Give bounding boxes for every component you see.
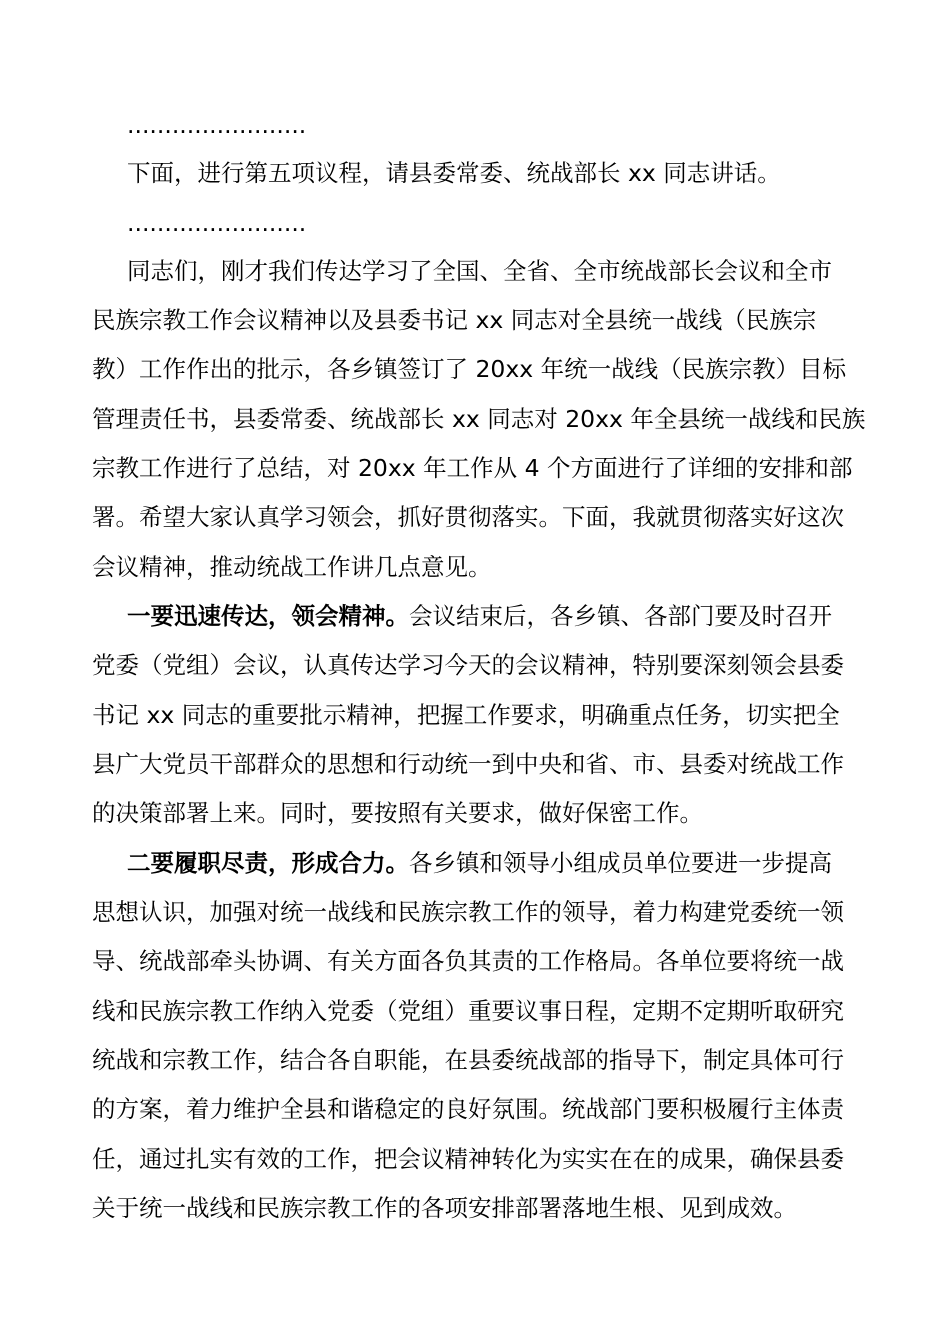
paragraph-line: 党委（党组）会议，认真传达学习今天的会议精神，特别要深刻领会县委: [92, 651, 844, 679]
paragraph-line: 导、统战部牵头协调、有关方面各负其责的工作格局。各单位要将统一战: [92, 947, 844, 975]
ellipsis-line: ........................: [127, 209, 307, 237]
paragraph-line: 书记 xx 同志的重要批示精神，把握工作要求，明确重点任务，切实把全: [92, 701, 840, 729]
paragraph-line: 会议精神，推动统战工作讲几点意见。: [92, 553, 492, 581]
ellipsis-line: ........................: [127, 111, 307, 139]
section-heading: 一要迅速传达，领会精神。: [127, 602, 409, 630]
paragraph-line: 线和民族宗教工作纳入党委（党组）重要议事日程，定期不定期听取研究: [92, 997, 844, 1025]
section-text: 会议结束后，各乡镇、各部门要及时召开: [409, 602, 832, 630]
paragraph-line: 署。希望大家认真学习领会，抓好贯彻落实。下面，我就贯彻落实好这次: [92, 503, 844, 531]
section-text: 各乡镇和领导小组成员单位要进一步提高: [409, 849, 832, 877]
paragraph-line: 同志们，刚才我们传达学习了全国、全省、全市统战部长会议和全市: [127, 257, 832, 285]
section-heading: 二要履职尽责，形成合力。: [127, 849, 409, 877]
paragraph-line: 民族宗教工作会议精神以及县委书记 xx 同志对全县统一战线（民族宗: [92, 306, 817, 334]
paragraph-line: [127, 592, 872, 641]
paragraph-line: 的决策部署上来。同时，要按照有关要求，做好保密工作。: [92, 799, 703, 827]
paragraph-line: 县广大党员干部群众的思想和行动统一到中央和省、市、县委对统战工作: [92, 750, 844, 778]
paragraph-line: 教）工作作出的批示，各乡镇签订了 20xx 年统一战线（民族宗教）目标: [92, 355, 847, 383]
paragraph-line: 统战和宗教工作，结合各自职能，在县委统战部的指导下，制定具体可行: [92, 1046, 844, 1074]
paragraph-line: 思想认识，加强对统一战线和民族宗教工作的领导，着力构建党委统一领: [92, 898, 844, 926]
paragraph-line: 的方案，着力维护全县和谐稳定的良好氛围。统战部门要积极履行主体责: [92, 1095, 844, 1123]
paragraph-line: [127, 839, 872, 888]
paragraph-line: 下面，进行第五项议程，请县委常委、统战部长 xx 同志讲话。: [127, 159, 781, 187]
paragraph-line: 宗教工作进行了总结，对 20xx 年工作从 4 个方面进行了详细的安排和部: [92, 454, 853, 482]
paragraph-line: 关于统一战线和民族宗教工作的各项安排部署落地生根、见到成效。: [92, 1194, 797, 1222]
paragraph-line: 任，通过扎实有效的工作，把会议精神转化为实实在在的成果，确保县委: [92, 1145, 844, 1173]
paragraph-line: 管理责任书，县委常委、统战部长 xx 同志对 20xx 年全县统一战线和民族: [92, 405, 866, 433]
